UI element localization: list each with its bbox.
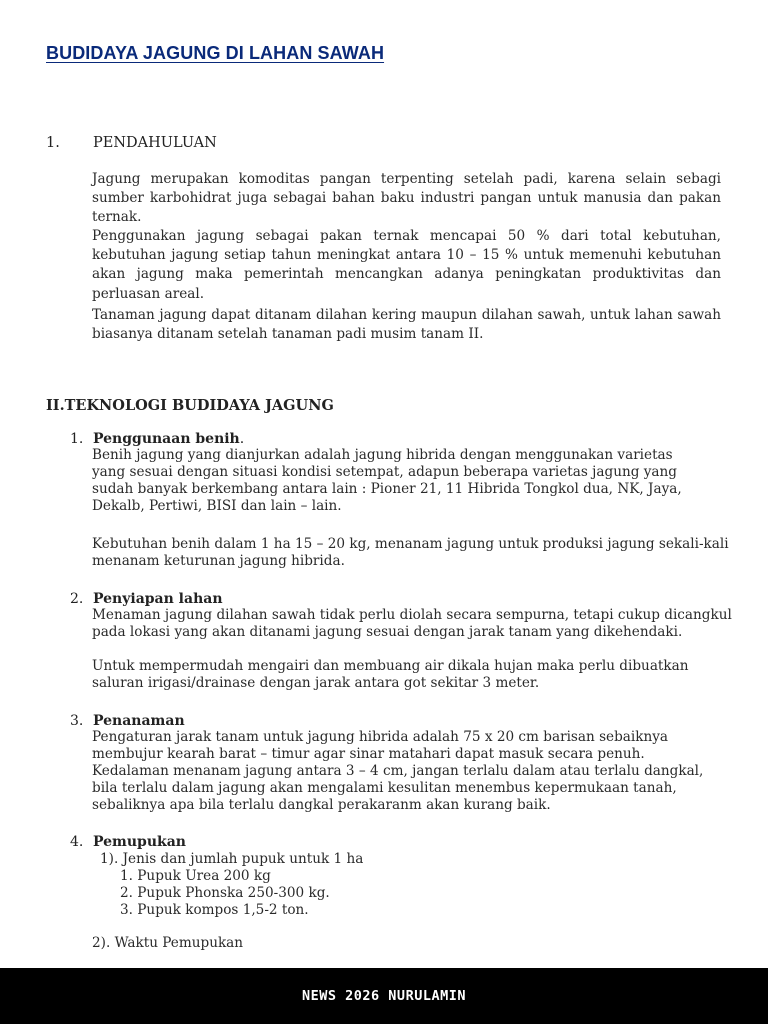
footer-text: NEWS 2026 NURULAMIN: [302, 988, 466, 1004]
item-1-number: 1.: [70, 431, 84, 447]
item-4-sub-2: 2). Waktu Pemupukan: [92, 935, 244, 951]
item-2-number: 2.: [70, 591, 84, 607]
item-3-paragraph-1: Pengaturan jarak tanam untuk jagung hibrida adalah 75 x 20 cm barisan sebaiknya membujur kearah barat – timur agar sinar matahari dapat masuk secara penuh. Kedalaman menanam jagung antara 3 – 4 cm, jangan terlalu dalam atau terlalu dangkal, bila terlalu dalam jagung akan mengalami kesulitan menembus kepermukaan tanah, sebaliknya apa bila terlalu dangkal perakaranm akan kurang baik.: [92, 729, 704, 813]
fertilizer-list-item: 3. Pupuk kompos 1,5-2 ton.: [120, 902, 309, 918]
section-1-paragraph-3: Tanaman jagung dapat ditanam dilahan kering maupun dilahan sawah, untuk lahan sawah biasanya ditanam setelah tanaman padi musim tanam II.: [92, 307, 721, 343]
item-1-paragraph-2: Kebutuhan benih dalam 1 ha 15 – 20 kg, menanam jagung untuk produksi jagung sekali-kali menanam keturunan jagung hibrida.: [92, 536, 729, 569]
footer-bar: [0, 968, 768, 1024]
section-2-heading: II.TEKNOLOGI BUDIDAYA JAGUNG: [46, 397, 334, 414]
section-1-paragraph-1: Jagung merupakan komoditas pangan terpenting setelah padi, karena selain sebagi sumber karbohidrat juga sebagai bahan baku industri pangan untuk manusia dan pakan ternak.: [92, 171, 721, 226]
item-2-paragraph-1: Menaman jagung dilahan sawah tidak perlu diolah secara sempurna, tetapi cukup dicangkul pada lokasi yang akan ditanami jagung sesuai dengan jarak tanam yang dikehendaki.: [92, 607, 732, 640]
item-4-title: Pemupukan: [93, 834, 186, 850]
document-title: BUDIDAYA JAGUNG DI LAHAN SAWAH: [46, 43, 385, 63]
item-3-title: Penanaman: [93, 713, 185, 729]
item-1-title: Penggunaan benih: [93, 431, 240, 447]
item-4-number: 4.: [70, 834, 84, 850]
item-1-punct: .: [239, 431, 245, 447]
item-4-sub-1: 1). Jenis dan jumlah pupuk untuk 1 ha: [100, 851, 364, 867]
item-1-paragraph-1: Benih jagung yang dianjurkan adalah jagung hibrida dengan menggunakan varietas yang sesuai dengan situasi kondisi setempat, adapun beberapa varietas jagung yang sudah banyak berkembang antara lain : Pioner 21, 11 Hibrida Tongkol dua, NK, Jaya, Dekalb, Pertiwi, BISI dan lain – lain.: [92, 447, 682, 514]
item-3-heading: [70, 713, 185, 729]
fertilizer-list-item: 1. Pupuk Urea 200 kg: [120, 868, 271, 884]
section-1-paragraph-2: Penggunakan jagung sebagai pakan ternak mencapai 50 % dari total kebutuhan, kebutuhan jagung setiap tahun meningkat antara 10 – 15 % untuk memenuhi kebutuhan akan jagung maka pemerintah mencangkan adanya peningkatan produktivitas dan perluasan areal.: [92, 228, 721, 302]
section-1-number: 1.: [46, 135, 60, 151]
fertilizer-list-item: 2. Pupuk Phonska 250-300 kg.: [120, 885, 330, 901]
item-1-heading: [70, 431, 244, 447]
item-2-heading: [70, 591, 223, 607]
section-1-title: PENDAHULUAN: [93, 135, 217, 151]
item-2-paragraph-2: Untuk mempermudah mengairi dan membuang air dikala hujan maka perlu dibuatkan saluran irigasi/drainase dengan jarak antara got sekitar 3 meter.: [92, 658, 689, 691]
item-4-heading: [70, 834, 186, 850]
item-2-title: Penyiapan lahan: [93, 591, 223, 607]
item-3-number: 3.: [70, 713, 84, 729]
